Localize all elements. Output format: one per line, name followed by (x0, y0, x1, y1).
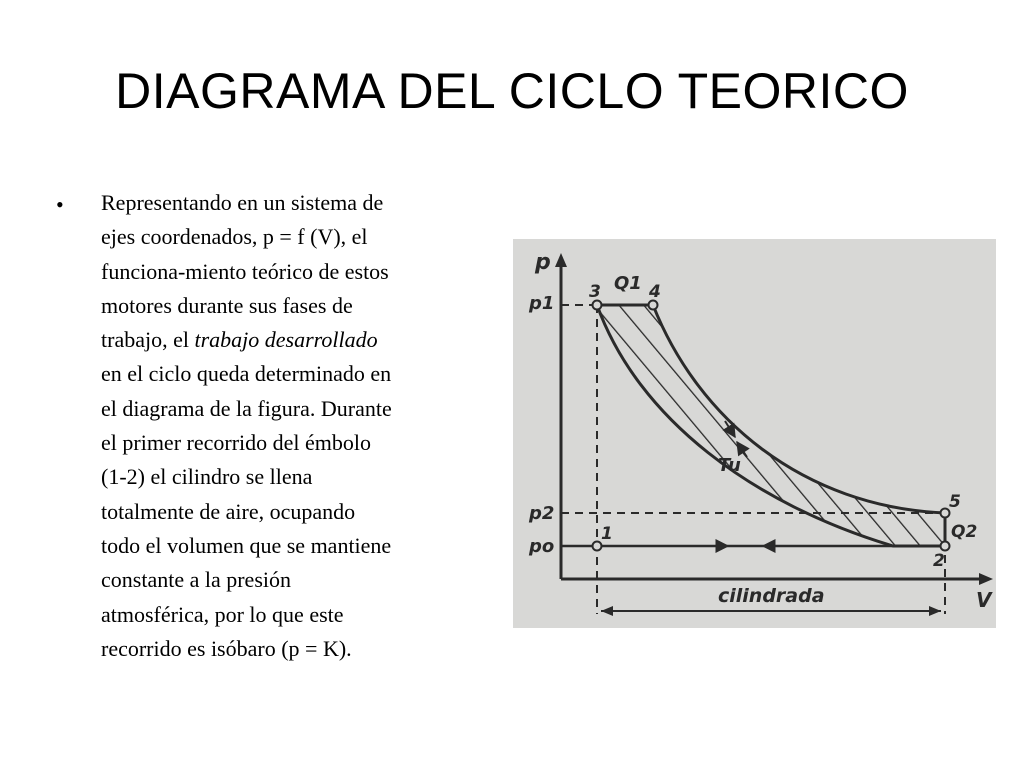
paragraph-line: atmosférica, por lo que este (101, 601, 344, 627)
y-axis-label: p (535, 250, 551, 275)
paragraph-line: (1-2) el cilindro se llena (101, 464, 313, 490)
body-paragraph (101, 186, 501, 666)
point-4-label: 4 (649, 282, 661, 302)
x-axis-label: V (976, 588, 992, 612)
pv-cycle-diagram (513, 239, 996, 628)
paragraph-line: constante a la presión (101, 567, 291, 593)
q2-label: Q2 (951, 522, 978, 542)
q1-label: Q1 (614, 273, 642, 294)
point-2-label: 2 (933, 551, 945, 571)
paragraph-line: el primer recorrido del émbolo (101, 430, 372, 456)
paragraph-line: en el ciclo queda determinado en (101, 361, 392, 387)
paragraph-line: funciona-miento teórico de estos (101, 258, 389, 284)
paragraph-line: totalmente de aire, ocupando (101, 498, 356, 524)
emphasis-text: trabajo desarrollado (194, 327, 378, 353)
diagram-background (513, 239, 996, 628)
point-marker-2 (941, 542, 950, 551)
paragraph-line: ejes coordenados, p = f (V), el (101, 224, 368, 250)
paragraph-line: Representando en un sistema de (101, 190, 384, 215)
paragraph-text: trabajo, el (101, 327, 195, 353)
tu-label: Tu (718, 455, 741, 476)
p0-label: po (529, 536, 555, 557)
p2-label: p2 (529, 503, 555, 524)
cilindrada-label: cilindrada (718, 585, 825, 607)
slide-title: DIAGRAMA DEL CICLO TEORICO (115, 63, 909, 119)
bullet-dot: • (56, 192, 64, 217)
point-3-label: 3 (589, 282, 601, 302)
paragraph-line: el diagrama de la figura. Durante (101, 395, 392, 421)
paragraph-line: recorrido es isóbaro (p = K). (101, 635, 352, 661)
paragraph-line: todo el volumen que se mantiene (101, 532, 392, 558)
point-5-label: 5 (949, 492, 961, 512)
point-1-label: 1 (601, 524, 613, 544)
p1-label: p1 (529, 293, 555, 314)
paragraph-line (101, 323, 501, 357)
paragraph-line: motores durante sus fases de (101, 292, 353, 318)
